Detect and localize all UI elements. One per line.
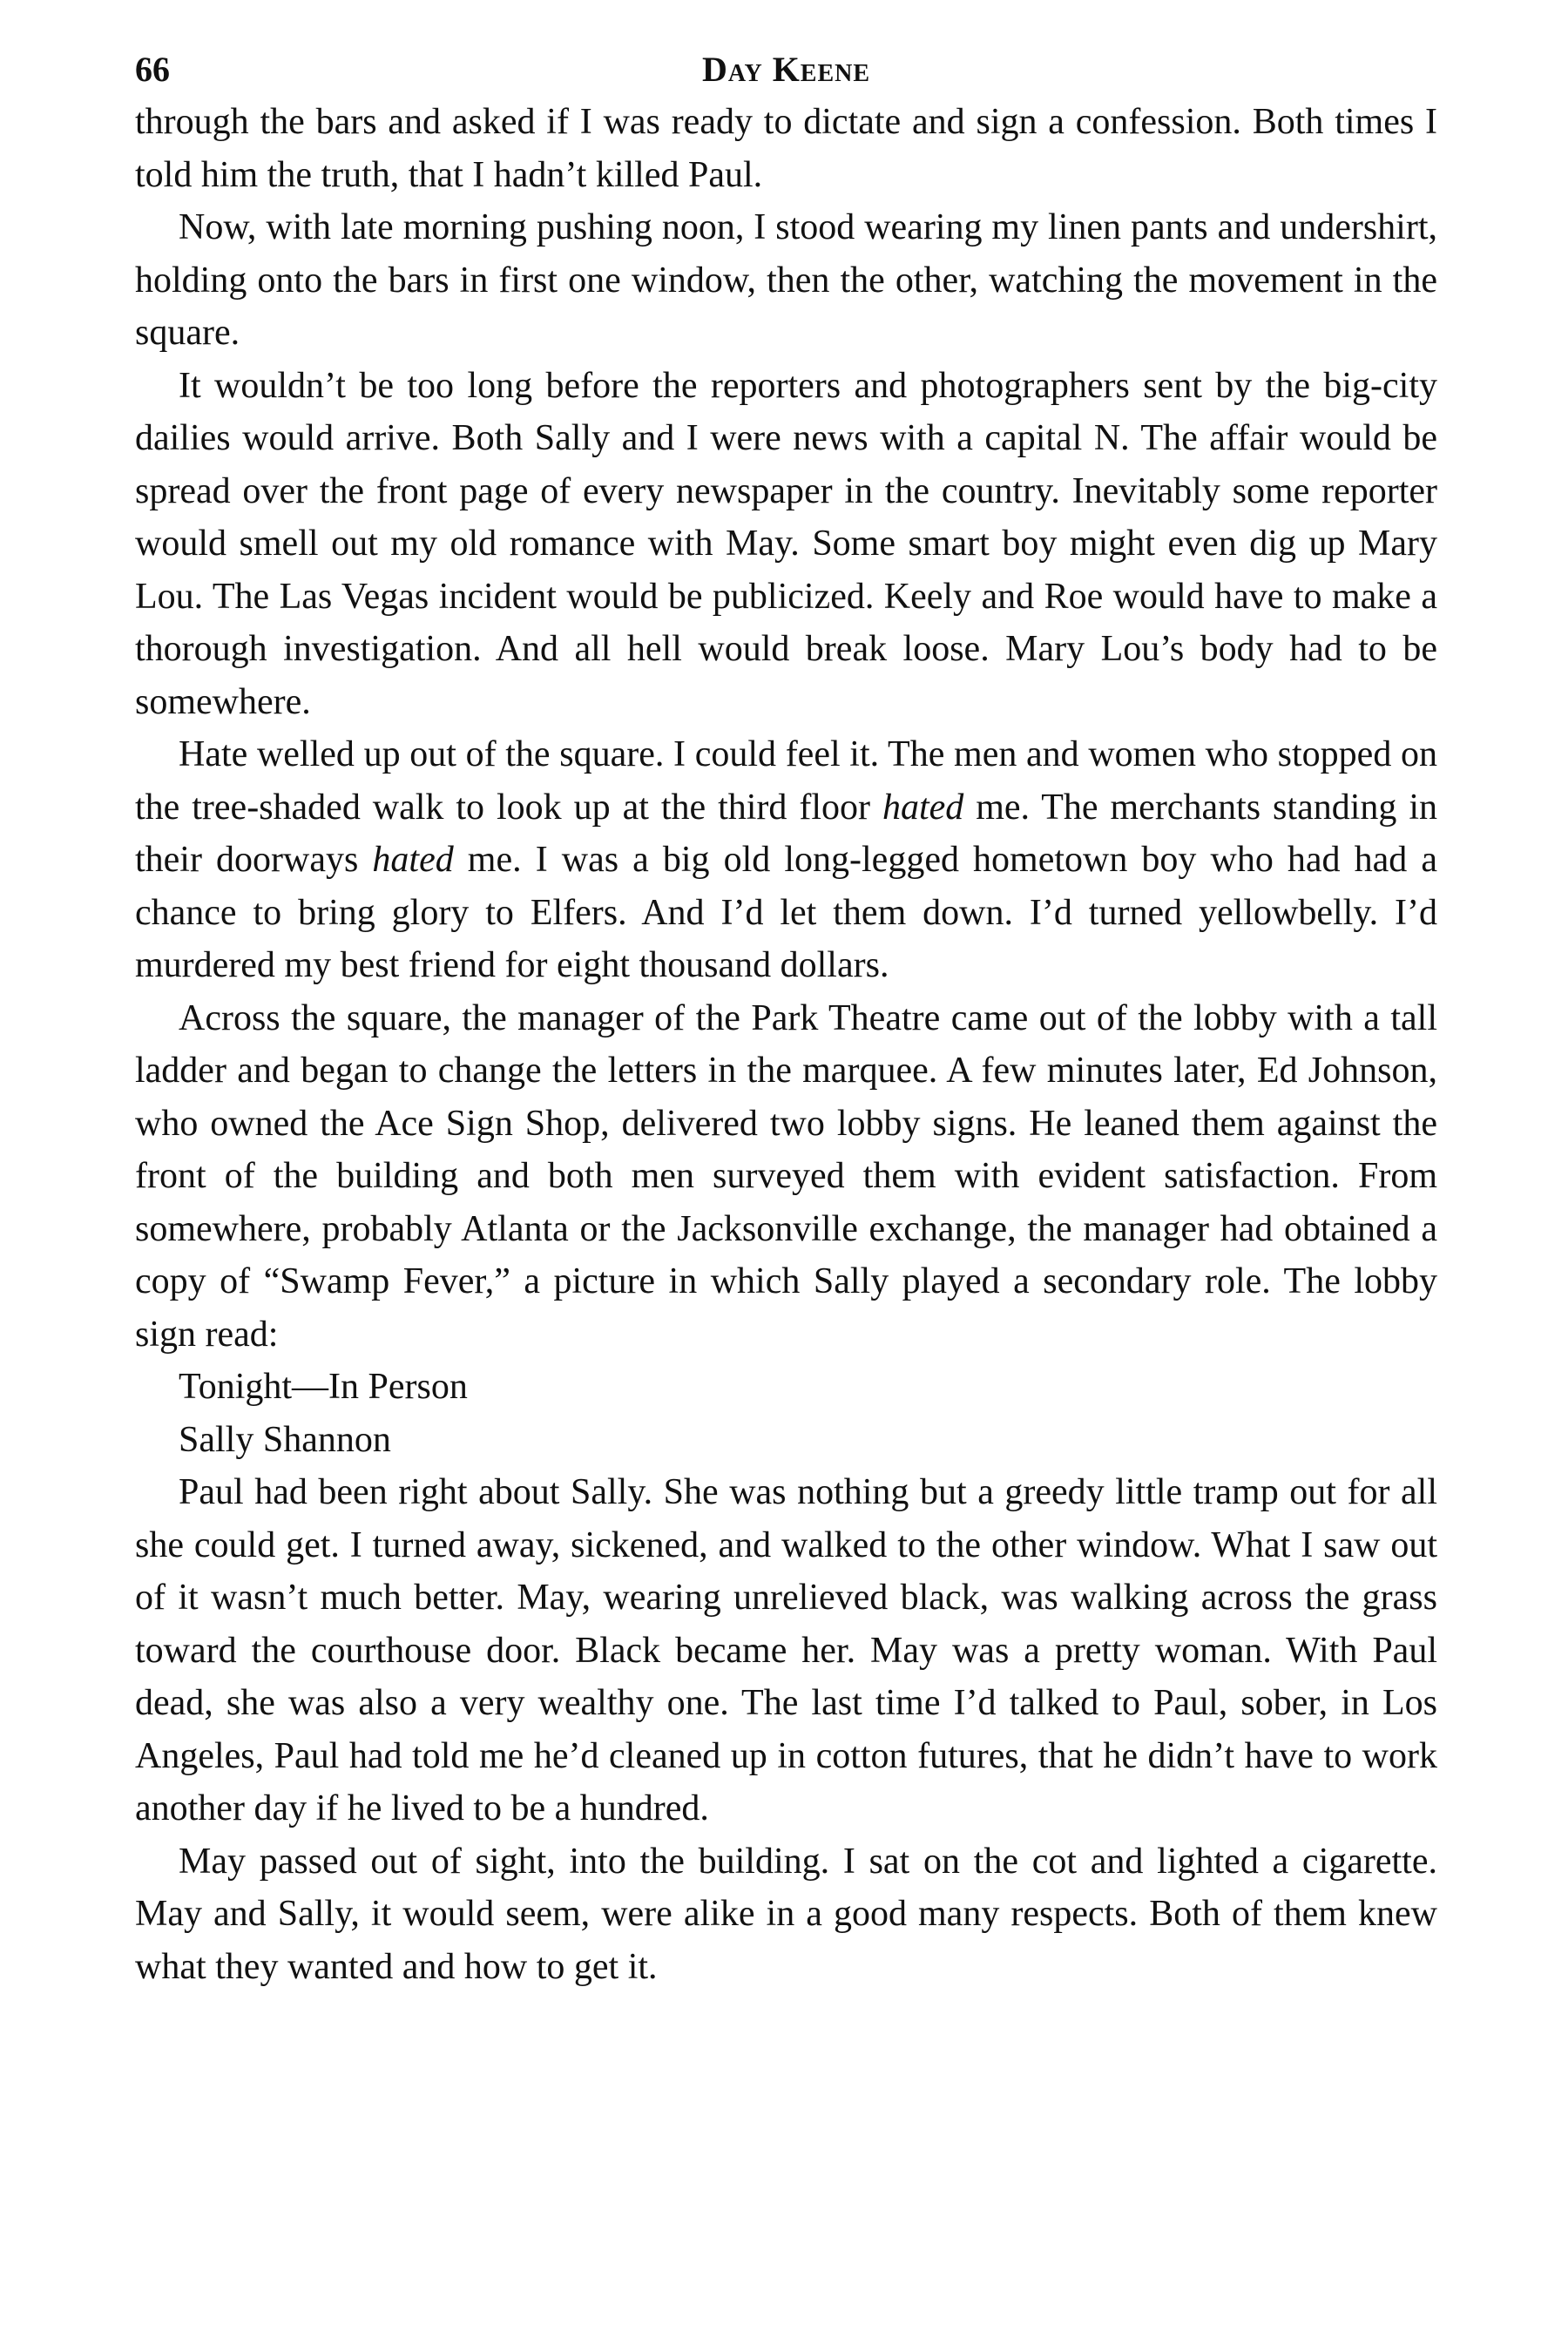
text-run: Now, with late morning pushing noon, I stood wearing my linen pants and undershirt, holding onto the bars in first one window, then the other, watching the movement in the square.	[135, 207, 1437, 353]
book-page	[135, 44, 1437, 1993]
running-head	[135, 44, 1437, 96]
text-run: Hate welled up out of the square. I could feel it. The men and women who stopped on the tree-shaded walk to look up at the third floor	[135, 734, 1437, 828]
text-run: Paul had been right about Sally. She was nothing but a greedy little tramp out for all she could get. I turned away, sickened, and walked to the other window. What I saw out of it wasn’t much better. May, wearing unrelieved black, was walking across the grass toward the courthouse door. Black became her. May was a pretty woman. With Paul dead, she was also a very wealthy one. The last time I’d talked to Paul, sober, in Los Angeles, Paul had told me he’d cleaned up in cotton futures, that he didn’t have to work another day if he lived to be a hundred.	[135, 1472, 1437, 1828]
text-run: May passed out of sight, into the building. I sat on the cot and lighted a cigarette. May and Sally, it would seem, were alike in a good many respects. Both of them knew what they wanted and how to get it.	[135, 1841, 1437, 1987]
paragraph	[135, 728, 1437, 992]
text-run: through the bars and asked if I was ready to dictate and sign a confession. Both times I told him the truth, that I hadn’t killed Paul.	[135, 102, 1437, 195]
text-run: It wouldn’t be too long before the reporters and photographers sent by the big-city dailies would arrive. Both Sally and I were news with a capital N. The affair would be spread over the front page of every newspaper in the country. Inevitably some reporter would smell out my old romance with May. Some smart boy might even dig up Mary Lou. The Las Vegas incident would be publicized. Keely and Roe would have to make a thorough investigation. And all hell would break loose. Mary Lou’s body had to be somewhere.	[135, 365, 1437, 722]
text-run: Across the square, the manager of the Park Theatre came out of the lobby with a tall ladder and began to change the letters in the marquee. A few minutes later, Ed Johnson, who owned the Ace Sign Shop, delivered two lobby signs. He leaned them against the front of the building and both men surveyed them with evident satisfaction. From somewhere, probably Atlanta or the Jacksonville exchange, the manager had obtained a copy of “Swamp Fever,” a picture in which Sally played a secondary role. The lobby sign read:	[135, 997, 1437, 1355]
paragraph	[135, 201, 1437, 360]
paragraph	[135, 96, 1437, 201]
lobby-sign-line	[135, 1414, 1437, 1467]
text-run: me. I was a big old long-legged hometown boy who had had a chance to bring glory to Elfers. And I’d let them down. I’d turned yellowbelly. I’d murdered my best friend for eight thousand dollars.	[135, 840, 1437, 985]
paragraph	[135, 360, 1437, 729]
lobby-sign-line	[135, 1361, 1437, 1414]
body-text	[135, 96, 1437, 1993]
text-run: me. The merchants standing in their doorways	[135, 787, 1438, 880]
text-run: Tonight—In Person	[179, 1367, 468, 1407]
italic-emphasis: hated	[882, 787, 964, 828]
italic-emphasis: hated	[372, 840, 454, 880]
paragraph	[135, 1835, 1437, 1994]
paragraph	[135, 1466, 1437, 1835]
text-run: Sally Shannon	[179, 1419, 391, 1460]
paragraph	[135, 992, 1437, 1362]
running-title: Day Keene	[701, 50, 871, 89]
page-number: 66	[135, 50, 170, 89]
